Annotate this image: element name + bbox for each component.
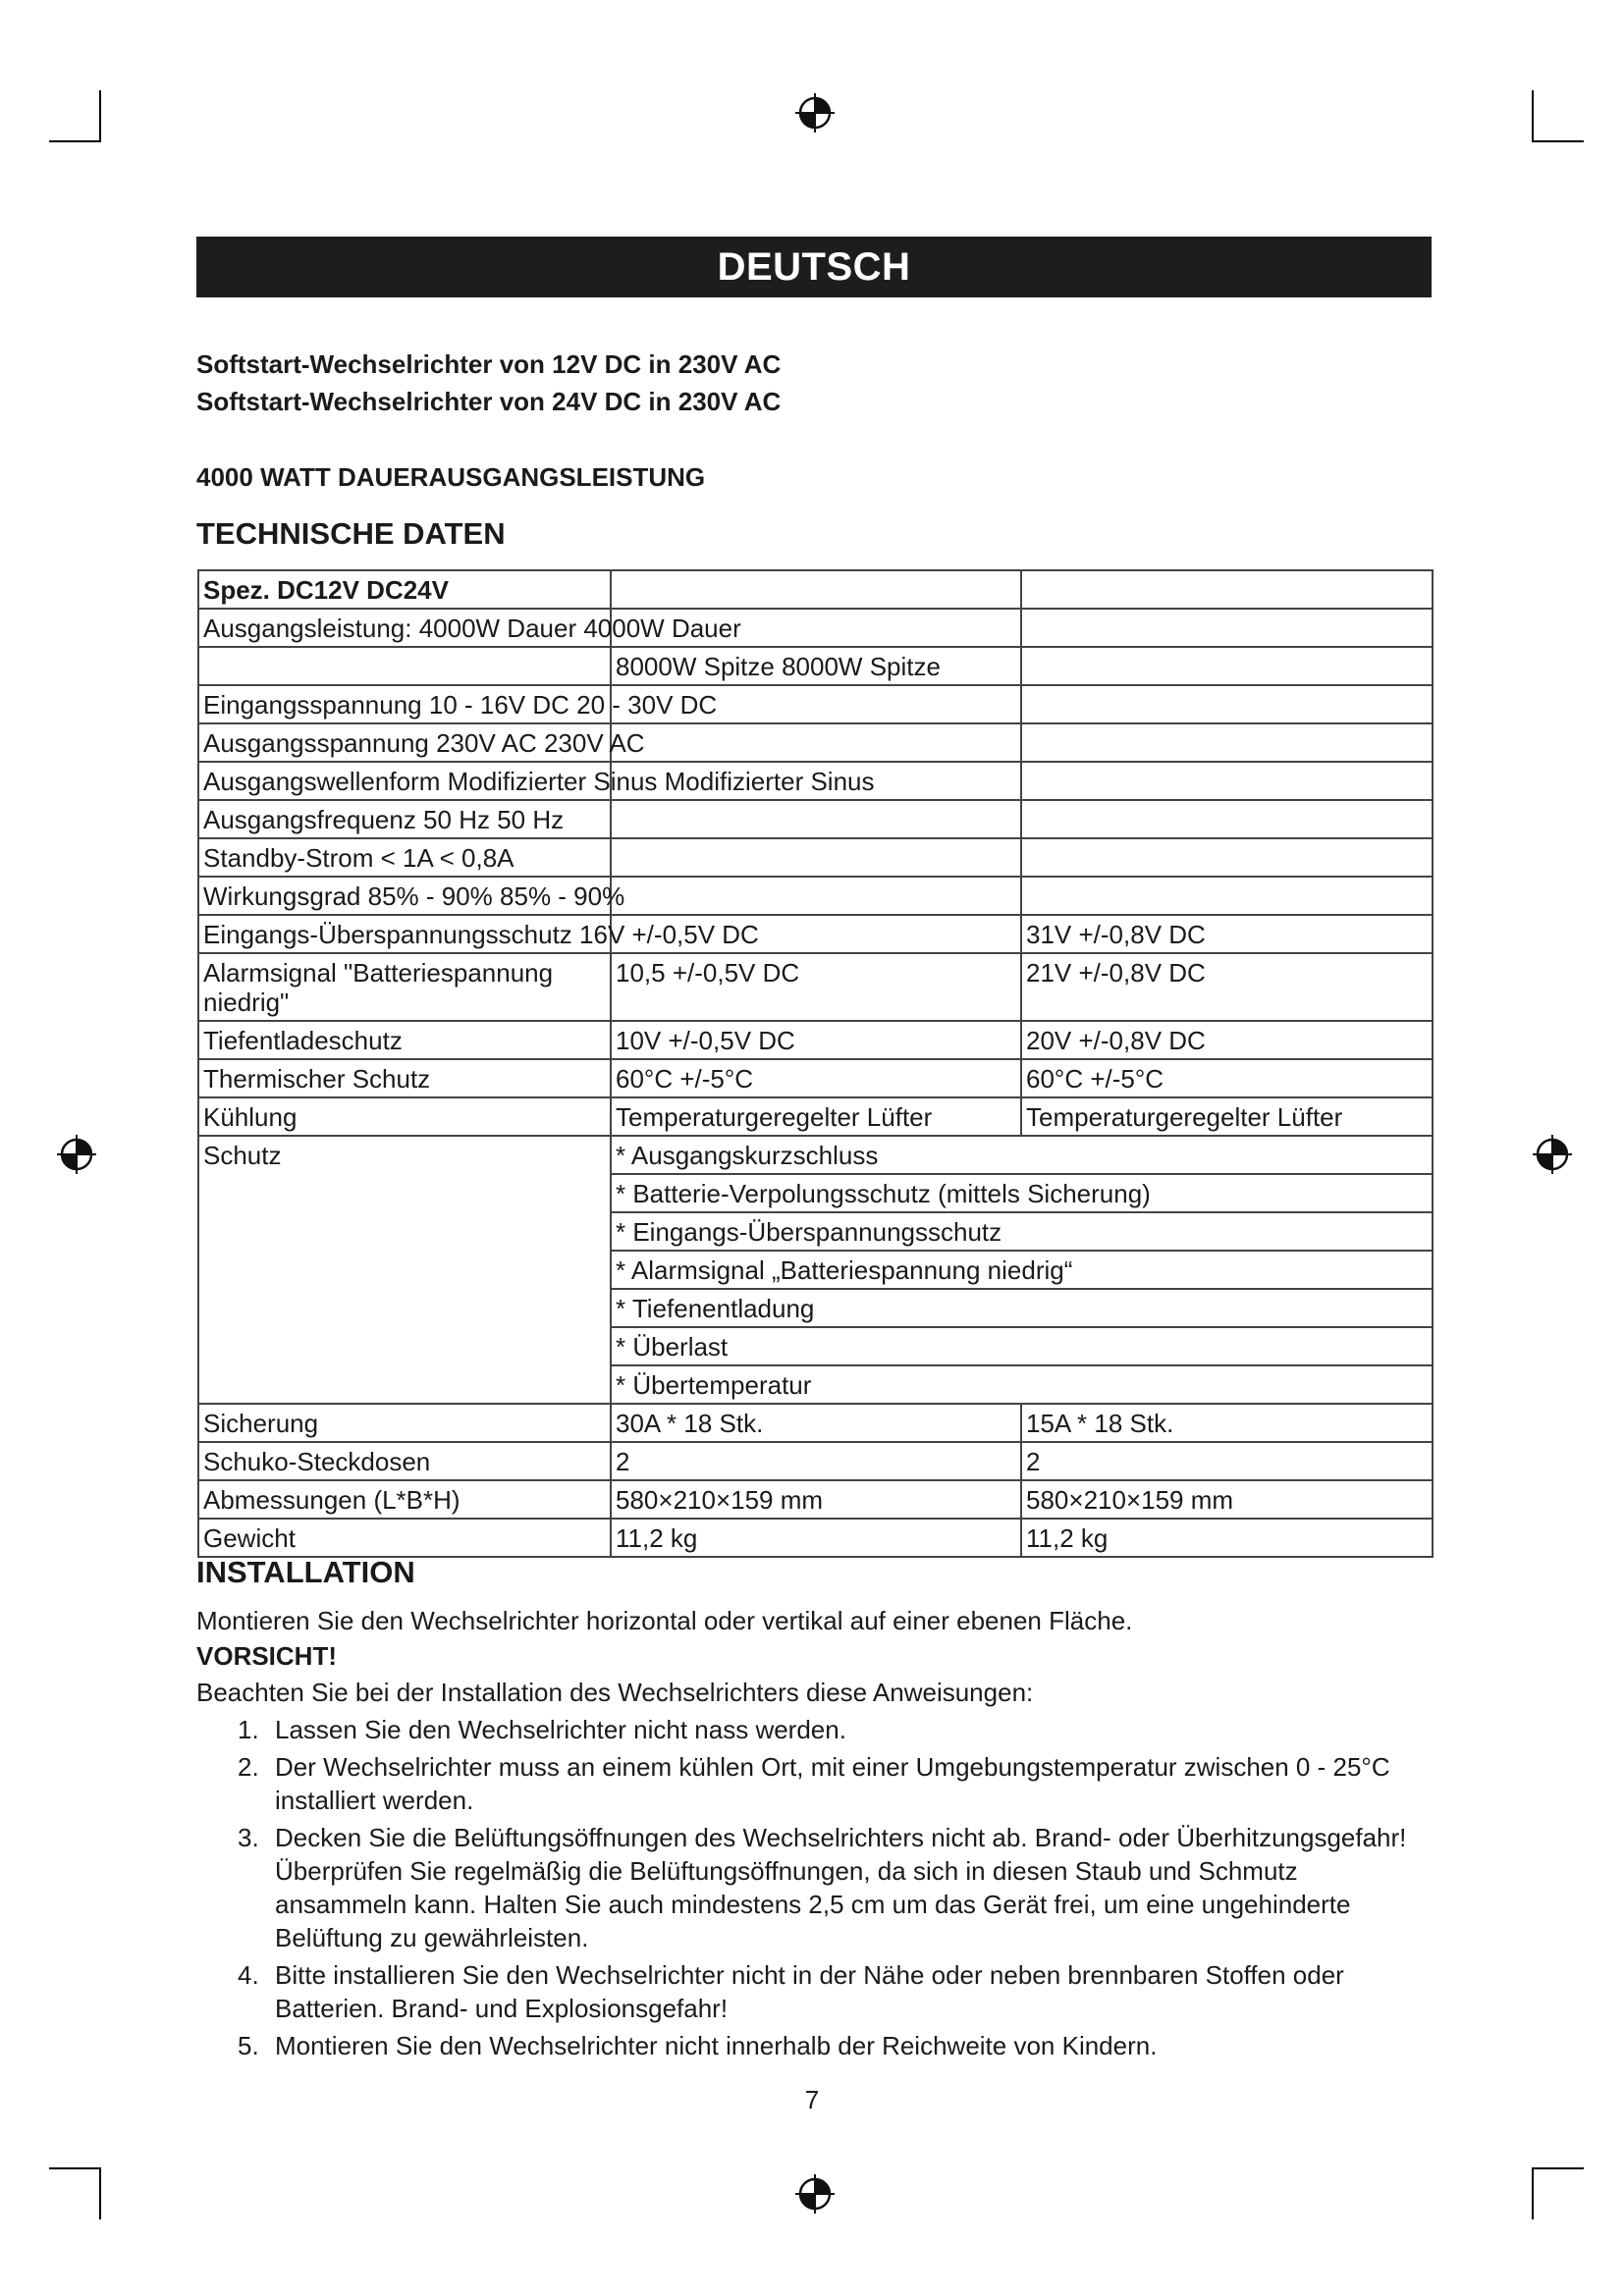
table-cell: 11,2 kg [611, 1519, 1021, 1557]
list-item [196, 1713, 1434, 1746]
table-cell: 8000W Spitze 8000W Spitze [611, 647, 1021, 685]
product-title-24v: Softstart-Wechselrichter von 24V DC in 230V AC [196, 387, 782, 416]
language-banner: DEUTSCH [196, 237, 1432, 297]
table-cell [1021, 570, 1433, 609]
table-row [198, 953, 1433, 1021]
table-cell [1021, 838, 1433, 877]
tech-data-heading: TECHNISCHE DATEN [196, 516, 506, 551]
step-number: 3. [238, 1823, 259, 1852]
list-item [196, 1750, 1434, 1817]
crop-mark-top-left-h [49, 140, 101, 142]
table-row [198, 723, 1433, 762]
step-text: Lassen Sie den Wechselrichter nicht nass werden. [275, 1715, 846, 1744]
table-row [198, 685, 1433, 723]
registration-mark-icon [1529, 1131, 1576, 1178]
spec-table [197, 569, 1434, 1558]
table-cell: Temperaturgeregelter Lüfter [611, 1097, 1021, 1136]
table-row [198, 609, 1433, 647]
step-number: 5. [238, 2031, 259, 2060]
table-cell: Sicherung [198, 1404, 611, 1442]
table-cell [1021, 762, 1433, 800]
page-number: 7 [804, 2085, 820, 2114]
product-title-12v: Softstart-Wechselrichter von 12V DC in 230V AC [196, 349, 782, 379]
table-row [198, 570, 1433, 609]
installation-intro: Montieren Sie den Wechselrichter horizontal oder vertikal auf einer ebenen Fläche. [196, 1606, 1133, 1635]
step-text: Decken Sie die Belüftungsöffnungen des Wechselrichters nicht ab. Brand- oder Überhitzungsgefahr! Überprüfen Sie regelmäßig die Belüftungsöffnungen, da sich in diesen Staub und Schmutz ansammeln kann. Halten Sie auch mindestens 2,5 cm um das Gerät frei, um eine ungehinderte Belüftung zu gewährleisten. [275, 1823, 1407, 1952]
step-number: 4. [238, 1960, 259, 1990]
table-cell: 10V +/-0,5V DC [611, 1021, 1021, 1059]
schutz-item: * Ausgangskurzschluss [611, 1136, 1433, 1174]
table-row [198, 1480, 1433, 1519]
table-row [198, 762, 1433, 800]
list-item [196, 1958, 1434, 2025]
crop-mark-top-left-v [99, 90, 101, 142]
crop-mark-top-right-v [1532, 90, 1534, 142]
table-cell [611, 570, 1021, 609]
table-cell [1021, 877, 1433, 915]
schutz-label: Schutz [198, 1136, 611, 1404]
table-cell: 20V +/-0,8V DC [1021, 1021, 1433, 1059]
table-cell: 2 [611, 1442, 1021, 1480]
table-row [198, 1136, 1433, 1174]
crop-mark-bottom-left-h [49, 2167, 101, 2169]
caution-label: VORSICHT! [196, 1641, 337, 1671]
table-row [198, 1442, 1433, 1480]
schutz-item: * Tiefenentladung [611, 1289, 1433, 1327]
table-row [198, 915, 1433, 953]
table-cell: Ausgangsspannung 230V AC 230V AC [198, 723, 611, 762]
table-cell: 30A * 18 Stk. [611, 1404, 1021, 1442]
table-cell [611, 877, 1021, 915]
crop-mark-top-right-h [1532, 140, 1584, 142]
registration-mark-icon [791, 89, 839, 136]
table-cell: Ausgangsfrequenz 50 Hz 50 Hz [198, 800, 611, 838]
table-cell [1021, 647, 1433, 685]
table-row [198, 838, 1433, 877]
table-cell: 11,2 kg [1021, 1519, 1433, 1557]
installation-steps [196, 1713, 1434, 2066]
table-row [198, 877, 1433, 915]
table-cell: Abmessungen (L*B*H) [198, 1480, 611, 1519]
registration-mark-icon [53, 1131, 100, 1178]
table-cell: 2 [1021, 1442, 1433, 1480]
table-cell: Thermischer Schutz [198, 1059, 611, 1097]
table-cell: Kühlung [198, 1097, 611, 1136]
table-row [198, 1097, 1433, 1136]
table-row [198, 800, 1433, 838]
table-cell: 60°C +/-5°C [611, 1059, 1021, 1097]
table-cell: Ausgangswellenform Modifizierter Sinus Modifizierter Sinus [198, 762, 611, 800]
table-cell: 60°C +/-5°C [1021, 1059, 1433, 1097]
step-text: Montieren Sie den Wechselrichter nicht innerhalb der Reichweite von Kindern. [275, 2031, 1158, 2060]
table-cell: Eingangs-Überspannungsschutz 16V +/-0,5V DC [198, 915, 611, 953]
schutz-item: * Alarmsignal „Batteriespannung niedrig“ [611, 1251, 1433, 1289]
table-cell [1021, 685, 1433, 723]
schutz-item: * Batterie-Verpolungsschutz (mittels Sicherung) [611, 1174, 1433, 1212]
table-cell: Eingangsspannung 10 - 16V DC 20 - 30V DC [198, 685, 611, 723]
table-cell [611, 838, 1021, 877]
table-cell [611, 723, 1021, 762]
table-cell: 31V +/-0,8V DC [1021, 915, 1433, 953]
installation-heading: INSTALLATION [196, 1555, 415, 1589]
table-cell: Wirkungsgrad 85% - 90% 85% - 90% [198, 877, 611, 915]
table-row [198, 1404, 1433, 1442]
table-cell: Tiefentladeschutz [198, 1021, 611, 1059]
registration-mark-icon [791, 2170, 839, 2217]
crop-mark-bottom-right-h [1532, 2167, 1584, 2169]
table-row [198, 1519, 1433, 1557]
power-headline: 4000 WATT DAUERAUSGANGSLEISTUNG [196, 462, 706, 492]
table-row [198, 1021, 1433, 1059]
table-cell: 580×210×159 mm [1021, 1480, 1433, 1519]
table-cell [611, 800, 1021, 838]
table-cell: 10,5 +/-0,5V DC [611, 953, 1021, 1021]
step-text: Der Wechselrichter muss an einem kühlen Ort, mit einer Umgebungstemperatur zwischen 0 - 25°C installiert werden. [275, 1752, 1390, 1815]
table-cell: Schuko-Steckdosen [198, 1442, 611, 1480]
step-text: Bitte installieren Sie den Wechselrichter nicht in der Nähe oder neben brennbaren Stoffen oder Batterien. Brand- und Explosionsgefahr! [275, 1960, 1344, 2023]
list-item [196, 2029, 1434, 2062]
table-cell [198, 647, 611, 685]
table-row [198, 647, 1433, 685]
table-row [198, 1059, 1433, 1097]
table-cell [1021, 723, 1433, 762]
table-cell: 15A * 18 Stk. [1021, 1404, 1433, 1442]
crop-mark-bottom-right-v [1532, 2167, 1534, 2219]
table-cell: Gewicht [198, 1519, 611, 1557]
schutz-item: * Eingangs-Überspannungsschutz [611, 1212, 1433, 1251]
table-cell: 580×210×159 mm [611, 1480, 1021, 1519]
table-cell: 21V +/-0,8V DC [1021, 953, 1433, 1021]
installation-lead: Beachten Sie bei der Installation des Wechselrichters diese Anweisungen: [196, 1678, 1034, 1707]
table-cell: Temperaturgeregelter Lüfter [1021, 1097, 1433, 1136]
step-number: 1. [238, 1715, 259, 1744]
table-cell: Ausgangsleistung: 4000W Dauer 4000W Dauer [198, 609, 611, 647]
table-cell [1021, 800, 1433, 838]
list-item [196, 1821, 1434, 1954]
schutz-item: * Übertemperatur [611, 1365, 1433, 1404]
step-number: 2. [238, 1752, 259, 1782]
schutz-item: * Überlast [611, 1327, 1433, 1365]
spec-header-cell: Spez. DC12V DC24V [198, 570, 611, 609]
table-cell [1021, 609, 1433, 647]
crop-mark-bottom-left-v [99, 2167, 101, 2219]
table-cell: Alarmsignal "Batteriespannung niedrig" [198, 953, 611, 1021]
table-cell: Standby-Strom < 1A < 0,8A [198, 838, 611, 877]
